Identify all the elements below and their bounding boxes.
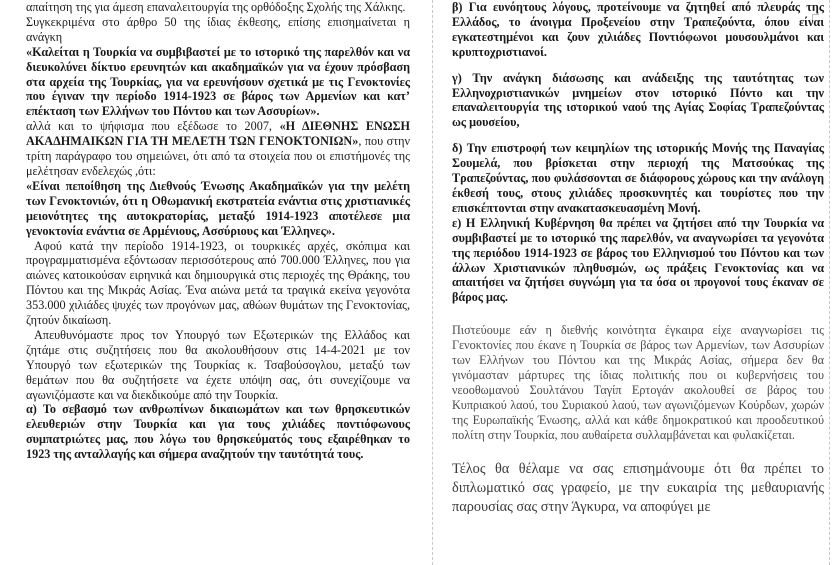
paragraph-quote-turkey: «Καλείται η Τουρκία να συμβιβαστεί με το ιστορικό της παρελθόν και να διευκολύνει δίκτυο ερευνητών και ακαδημαϊκών για να έχουν πρόσβαση στα αρχεία της Τουρκίας, για να ερευνήσουν σχετικά με τις Γενοκτονίες που έγιναν την περίοδο 1914-1923 σε βάρος των Αρμενίων και κατ’ επέκταση των Ελλήνων του Πόντου και των Ασσυρίων».: [26, 44, 410, 119]
left-page: [26, 0, 410, 462]
paragraph-point-c: γ) Την ανάγκη διάσωσης και ανάδειξης της ταυτότητας των Ελληνοχριστιανικών μνημείων στον ιστορικό Πόντο και την επαναλειτουργία της ιστορικού ναού της Αγίας Σοφίας Τραπεζούντας ως μουσείου,: [452, 70, 824, 130]
association-name: «Η ΔΙΕΘΝΗΣ ΕΝΩΣΗ ΑΚΑΔΗΜΑΙΚΩΝ ΓΙΑ ΤΗ ΜΕΛΕΤΗ ΤΩΝ ΓΕΝΟΚΤΟΝΙΩΝ»: [26, 119, 411, 149]
paragraph-minister-appeal: Απευθυνόμαστε προς τον Υπουργό των Εξωτερικών της Ελλάδος και ζητάμε στις συζητήσεις που θα ακολουθήσουν στις 14-4-2021 με τον Υπουργό των εξωτερικών της Τουρκίας κ. Τσαβούσογλου, μεταξύ των θεμάτων που θα συζητήσετε να έχετε υπόψη σας, ότι συνεχίζουμε να αγωνιζόμαστε και να διεκδικούμε από την Τουρκία.: [26, 327, 410, 402]
paragraph-quote-association: «Είναι πεποίθηση της Διεθνούς Ένωσης Ακαδημαϊκών για την μελέτη των Γενοκτονιών, ότι η Οθωμανική εκστρατεία ενάντια στις χριστιανικές μειονότητες της αυτοκρατορίας, μεταξύ 1914-1923 αποτέλεσε μια γενοκτονία ενάντια σε Αρμένιους, Ασσύριους και Έλληνες».: [26, 178, 410, 238]
paragraph-closing: Τέλος θα θέλαμε να σας επισημάνουμε ότι θα πρέπει το διπλωματικό σας γραφείο, με την ευκαιρία της μεθαυριανής παρουσίας σας στην Άγκυρα, να αποφύγει με: [452, 461, 824, 516]
resolution-rest: , που στην τρίτη παράγραφο του σημειώνει, ότι από τα στοιχεία που οι επιστήμονές της μελέτησαν ενδελεχώς ,ότι:: [26, 134, 410, 178]
paragraph-article-50: Συγκεκριμένα στο άρθρο 50 της ίδιας έκθεσης, επίσης επισημαίνεται η ανάγκη: [26, 14, 410, 44]
paragraph-victims: Αφού κατά την περίοδο 1914-1923, οι τουρκικές αρχές, σκόπιμα και προγραμματισμένα εξόντωσαν περισσότερους από 700.000 Έλληνες, που για αιώνες κατοικούσαν ειρηνικά και δημιουργικά στις περιοχές της Θράκης, του Πόντου και της Μικράς Ασίας. Ένα αιώνα μετά τα τραγικά εκείνα γεγονότα 353.000 χιλιάδες ψυχές των προγόνων μας, αθώων θυμάτων της Γενοκτονίας, ζητούν δικαίωση.: [26, 238, 410, 328]
paragraph-point-d: δ) Την επιστροφή των κειμηλίων της ιστορικής Μονής της Παναγίας Σουμελά, που βρίσκεται στην περιοχή της Ματσούκας της Τραπεζούντας, που φυλάσσονται σε διάφορους χώρους και την ανάλογη έκθεσή τους, στους χιλιάδες προσκυνητές και τουρίστες που την επισκέπτονται στην ανακατασκευασμένη Μονή.: [452, 141, 824, 215]
paragraph-chalki: απαίτηση της για άμεση επαναλειτουργία της ορθόδοξης Σχολής της Χάλκης.: [26, 0, 406, 14]
page-separator: [432, 0, 433, 565]
page-margin-line: [829, 0, 830, 565]
paragraph-resolution-2007: [26, 119, 410, 179]
paragraph-point-a: α) Το σεβασμό των ανθρωπίνων δικαιωμάτων και των θρησκευτικών ελευθεριών στην Τουρκία και για τους χιλιάδες ποντιόφωνους συμπατριώτες μας, που λόγω του θρησκεύματός τους εξαιρέθηκαν το 1923 της ανταλλαγής και σήμερα αναζητούν την ταυτότητά τους.: [26, 402, 410, 462]
paragraph-point-b: β) Για ευνόητους λόγους, προτείνουμε να ζητηθεί από πλευράς της Ελλάδος, το άνοιγμα Προξενείου στην Τραπεζούντα, όπου είναι εγκατεστημένοι και ζουν χιλιάδες Ποντιόφωνοι μουσουλμάνοι και κρυπτοχριστιανοί.: [452, 0, 824, 59]
paragraph-belief: Πιστεύουμε εάν η διεθνής κοινότητα έγκαιρα είχε αναγνωρίσει τις Γενοκτονίες που έκανε η Τουρκία σε βάρος των Αρμενίων, των Ασσυρίων των Ελλήνων του Πόντου και της Μικράς Ασίας, σήμερα δεν θα γινόμασταν μάρτυρες της ίδιας πολιτικής που οι κυβερνήσεις του νεοοθωμανού Σουλτάνου Ταγίπ Ερτογάν ακολουθεί σε βάρος του Κυπριακού λαού, του Συριακού λαού, των αγωνιζόμενων Κούρδων, χωρών της Ευρωπαϊκής Ένωσης, αλλά και κάθε δημοκρατικού και προοδευτικού πολίτη στην Τουρκία, που αυθαίρετα συλλαμβάνεται και φυλακίζεται.: [452, 323, 824, 442]
paragraph-point-e: ε) Η Ελληνική Κυβέρνηση θα πρέπει να ζητήσει από την Τουρκία να συμβιβαστεί με το ιστορικό της παρελθόν, να αναγνωρίσει τα γεγονότα της περιόδου 1914-1923 σε βάρος του Ελληνισμού του Πόντου και των άλλων Χριστιανικών πληθυσμών, ως πράξεις Γενοκτονίας και να απαιτήσει να ζητήσει συγνώμη για τα όσα οι προγονοί τους έκαναν σε βάρος μας.: [452, 215, 824, 305]
resolution-intro: αλλά και το ψήφισμα που εξέδωσε το 2007,: [26, 119, 280, 134]
right-page: [452, 0, 824, 517]
